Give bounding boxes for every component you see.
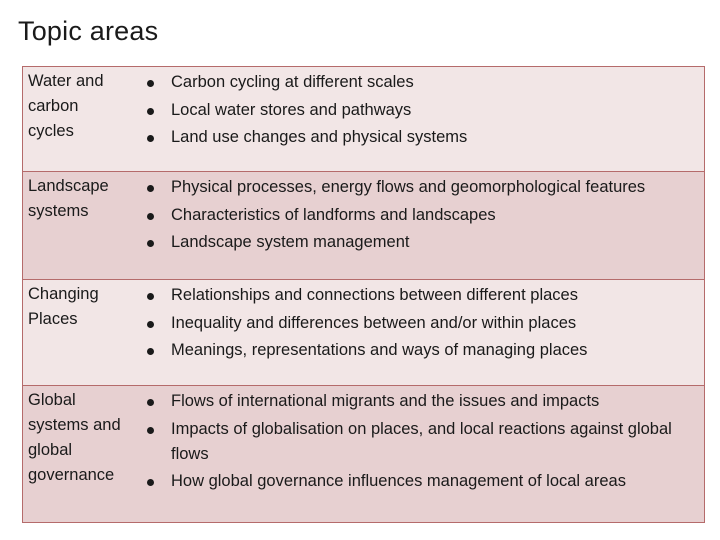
- point-text: Local water stores and pathways: [171, 100, 412, 119]
- list-item: [140, 283, 700, 308]
- table-row-water-carbon: [23, 67, 705, 172]
- point-text: Land use changes and physical systems: [171, 128, 468, 146]
- topic-name: [23, 280, 141, 386]
- table-row-global-systems: [23, 386, 705, 523]
- topic-points: [140, 172, 705, 280]
- bullet-icon: [147, 321, 154, 328]
- bullet-icon: [147, 240, 154, 247]
- topic-line: Landscape: [28, 177, 109, 195]
- bullet-icon: [147, 108, 154, 115]
- list-item: [140, 203, 700, 228]
- list-item: [140, 230, 700, 255]
- bullet-list: [140, 389, 700, 494]
- topic-points: [140, 67, 705, 172]
- bullet-icon: [147, 213, 154, 220]
- point-text: How global governance influences management of local areas: [171, 472, 626, 490]
- topic-line: Water and: [28, 72, 104, 90]
- point-text: Inequality and differences between and/or within places: [171, 313, 577, 332]
- page-title: Topic areas: [18, 16, 159, 46]
- bullet-icon: [147, 479, 154, 486]
- topic-name: [23, 67, 141, 172]
- point-text: Landscape system management: [171, 233, 410, 251]
- topic-points: [140, 386, 705, 523]
- topic-name: [23, 386, 141, 523]
- list-item: [140, 338, 700, 363]
- point-text: Carbon cycling at different scales: [171, 73, 414, 91]
- point-text: Impacts of globalisation on places, and local reactions against global flows: [171, 419, 672, 463]
- bullet-icon: [147, 399, 154, 406]
- list-item: [140, 417, 700, 467]
- list-item: [140, 125, 700, 150]
- topic-line: carbon: [28, 97, 79, 115]
- bullet-list: [140, 283, 700, 363]
- table-row-landscape: [23, 172, 705, 280]
- topic-line: Changing: [28, 285, 99, 303]
- topic-line: governance: [28, 466, 115, 484]
- bullet-icon: [147, 348, 154, 355]
- bullet-icon: [147, 135, 154, 142]
- point-text: Meanings, representations and ways of managing places: [171, 341, 588, 359]
- table-row-changing-places: [23, 280, 705, 386]
- topic-line: Places: [28, 310, 78, 328]
- topic-table: [22, 66, 705, 523]
- list-item: [140, 311, 700, 336]
- list-item: [140, 469, 700, 494]
- list-item: [140, 70, 700, 95]
- bullet-icon: [147, 427, 154, 434]
- topic-points: [140, 280, 705, 386]
- topic-line: cycles: [28, 122, 74, 140]
- list-item: [140, 98, 700, 123]
- point-text: Flows of international migrants and the issues and impacts: [171, 392, 600, 410]
- list-item: [140, 389, 700, 414]
- topic-line: global: [28, 441, 73, 459]
- topic-name: [23, 172, 141, 280]
- bullet-icon: [147, 293, 154, 300]
- bullet-icon: [147, 185, 154, 192]
- list-item: [140, 175, 700, 200]
- bullet-list: [140, 175, 700, 255]
- topic-line: Global: [28, 391, 76, 409]
- topic-line: systems: [28, 202, 89, 220]
- topic-line: systems and: [28, 416, 121, 434]
- point-text: Physical processes, energy flows and geomorphological features: [171, 178, 646, 196]
- point-text: Relationships and connections between different places: [171, 286, 578, 304]
- bullet-icon: [147, 80, 154, 87]
- bullet-list: [140, 70, 700, 150]
- point-text: Characteristics of landforms and landscapes: [171, 205, 496, 224]
